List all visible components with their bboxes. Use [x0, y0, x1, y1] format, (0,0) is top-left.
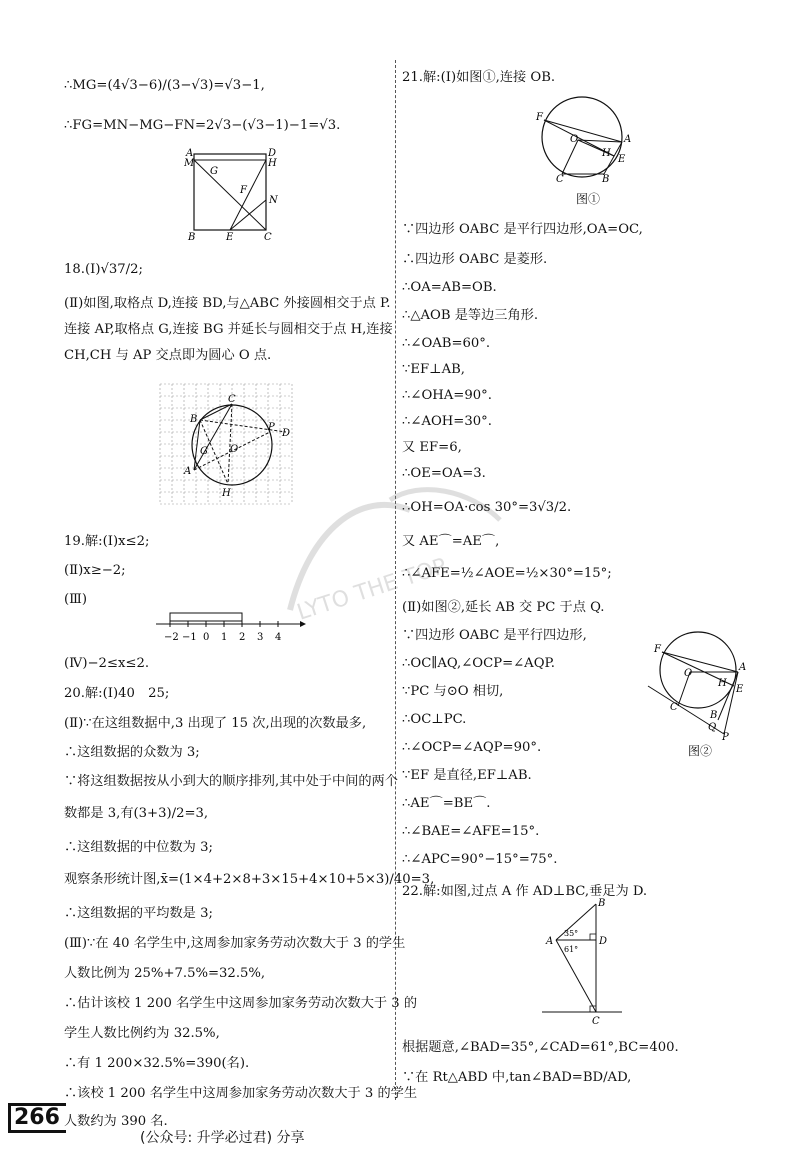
point-label: N — [269, 195, 278, 206]
text-line: ∵PC 与⊙O 相切, — [402, 684, 504, 699]
point-label: E — [736, 684, 744, 695]
text-line: (Ⅱ)∵在这组数据中,3 出现了 15 次,出现的次数最多, — [64, 716, 367, 731]
tick-label: 4 — [275, 632, 282, 643]
point-label: D — [268, 148, 277, 159]
point-label: C — [264, 232, 272, 242]
text-line: 22.解:如图,过点 A 作 AD⊥BC,垂足为 D. — [402, 884, 648, 899]
text-line: ∴∠OCP=∠AQP=90°. — [402, 740, 542, 755]
point-label: H — [222, 488, 231, 499]
tick-label: −2 — [164, 632, 179, 643]
text-line: ∴AE⌒=BE⌒. — [402, 796, 491, 811]
text-line: ∴OH=OA·cos 30°=3√3/2. — [402, 500, 572, 515]
point-label: C — [228, 394, 236, 405]
text-line: 21.解:(Ⅰ)如图①,连接 OB. — [402, 70, 556, 85]
number-line-figure — [156, 608, 306, 646]
text-line: ∴OC∥AQ,∠OCP=∠AQP. — [402, 656, 555, 671]
point-label: H — [268, 158, 277, 169]
text-line: 根据题意,∠BAD=35°,∠CAD=61°,BC=400. — [402, 1040, 679, 1055]
point-label: G — [200, 446, 208, 457]
circle-figure-1 — [532, 90, 642, 184]
page-number: 266 — [8, 1103, 66, 1133]
text-line: ∴四边形 OABC 是菱形. — [402, 252, 548, 267]
text-line: 观察条形统计图,x̄=(1×4+2×8+3×15+4×10+5×3)/40=3, — [64, 872, 435, 887]
point-label: O — [684, 668, 693, 679]
figure-caption: 图② — [688, 744, 713, 758]
point-label: G — [210, 166, 218, 177]
point-label: C — [592, 1016, 600, 1024]
text-line: ∴△AOB 是等边三角形. — [402, 308, 539, 323]
point-label: D — [599, 936, 608, 947]
point-label: F — [536, 112, 543, 123]
text-line: 又 AE⌒=AE⌒, — [402, 534, 500, 549]
circle-figure-2 — [646, 628, 746, 740]
text-line: 连接 AP,取格点 G,连接 BG 并延长与圆相交于点 H,连接 — [64, 322, 393, 337]
text-line: ∴OA=AB=OB. — [402, 280, 497, 295]
text-line: 学生人数比例约为 32.5%, — [64, 1026, 220, 1041]
angle-label: 35° — [564, 929, 579, 938]
text-line: ∴FG=MN−MG−FN=2√3−(√3−1)−1=√3. — [64, 118, 341, 133]
tick-label: 2 — [239, 632, 246, 643]
text-line: 19.解:(Ⅰ)x≤2; — [64, 534, 150, 549]
point-label: B — [188, 232, 196, 242]
tick-label: 0 — [203, 632, 210, 643]
text-line: ∵将这组数据按从小到大的顺序排列,其中处于中间的两个 — [64, 774, 398, 789]
text-line: ∵四边形 OABC 是平行四边形, — [402, 628, 587, 643]
point-label: C — [556, 174, 564, 184]
text-line: ∴有 1 200×32.5%=390(名). — [64, 1056, 250, 1071]
text-line: ∴估计该校 1 200 名学生中这周参加家务劳动次数大于 3 的 — [64, 996, 418, 1011]
point-label: B — [710, 710, 718, 721]
text-line: 人数比例为 25%+7.5%=32.5%, — [64, 966, 266, 981]
footer-credit: (公众号: 升学必过君) 分享 — [140, 1130, 305, 1146]
figure-caption: 图① — [576, 192, 601, 206]
angle-label: 61° — [564, 945, 579, 954]
text-line: ∴MG=(4√3−6)/(3−√3)=√3−1, — [64, 78, 265, 93]
point-label: H — [718, 678, 727, 689]
point-label: Q — [708, 722, 717, 733]
text-line: (Ⅲ) — [64, 592, 88, 607]
text-line: (Ⅱ)如图,取格点 D,连接 BD,与△ABC 外接圆相交于点 P. — [64, 296, 391, 311]
text-line: ∴∠OAB=60°. — [402, 336, 491, 351]
point-label: B — [602, 174, 610, 184]
point-label: A — [186, 148, 194, 159]
text-line: (Ⅲ)∵在 40 名学生中,这周参加家务劳动次数大于 3 的学生 — [64, 936, 406, 951]
point-label: H — [602, 148, 611, 159]
point-label: C — [670, 702, 678, 713]
point-label: O — [570, 134, 579, 145]
point-label: P — [268, 422, 275, 433]
watermark-text: LYTO THE TOP — [294, 553, 450, 626]
point-label: A — [546, 936, 554, 947]
point-label: O — [230, 444, 239, 455]
tick-label: −1 — [182, 632, 197, 643]
angle-figure — [542, 898, 622, 1024]
point-label: M — [184, 158, 195, 169]
text-line: (Ⅳ)−2≤x≤2. — [64, 656, 150, 671]
text-line: 又 EF=6, — [402, 440, 462, 455]
point-label: E — [618, 154, 626, 165]
text-line: ∵在 Rt△ABD 中,tan∠BAD=BD/AD, — [402, 1070, 632, 1085]
text-line: 人数约为 390 名. — [64, 1114, 168, 1129]
point-label: A — [184, 466, 192, 477]
point-label: F — [240, 185, 247, 196]
text-line: ∴∠OHA=90°. — [402, 388, 492, 403]
point-label: B — [598, 898, 606, 909]
text-line: ∴∠AFE=½∠AOE=½×30°=15°; — [402, 566, 612, 581]
point-label: E — [226, 232, 234, 242]
point-label: A — [624, 134, 632, 145]
point-label: D — [282, 428, 291, 439]
point-label: A — [739, 662, 746, 673]
text-line: ∴OE=OA=3. — [402, 466, 486, 481]
point-label: F — [654, 644, 661, 655]
point-label: B — [190, 414, 198, 425]
text-line: CH,CH 与 AP 交点即为圆心 O 点. — [64, 348, 272, 363]
text-line: 数都是 3,有(3+3)/2=3, — [64, 806, 209, 821]
tick-label: 1 — [221, 632, 228, 643]
text-line: 18.(Ⅰ)√37/2; — [64, 262, 143, 277]
square-figure — [184, 146, 294, 242]
grid-circle-figure — [156, 380, 304, 510]
text-line: ∴∠AOH=30°. — [402, 414, 492, 429]
text-line: ∴∠BAE=∠AFE=15°. — [402, 824, 540, 839]
text-line: ∴OC⊥PC. — [402, 712, 467, 727]
text-line: ∵四边形 OABC 是平行四边形,OA=OC, — [402, 222, 643, 237]
text-line: ∴这组数据的平均数是 3; — [64, 906, 213, 921]
text-line: (Ⅱ)x≥−2; — [64, 563, 126, 578]
text-line: ∵EF 是直径,EF⊥AB. — [402, 768, 532, 783]
text-line: ∴∠APC=90°−15°=75°. — [402, 852, 558, 867]
text-line: ∵EF⊥AB, — [402, 362, 465, 377]
text-line: ∴这组数据的中位数为 3; — [64, 840, 213, 855]
text-line: 20.解:(Ⅰ)40 25; — [64, 686, 170, 701]
tick-label: 3 — [257, 632, 264, 643]
point-label: P — [722, 732, 729, 740]
text-line: (Ⅱ)如图②,延长 AB 交 PC 于点 Q. — [402, 600, 605, 615]
text-line: ∴这组数据的众数为 3; — [64, 745, 200, 760]
text-line: ∴该校 1 200 名学生中这周参加家务劳动次数大于 3 的学生 — [64, 1086, 418, 1101]
